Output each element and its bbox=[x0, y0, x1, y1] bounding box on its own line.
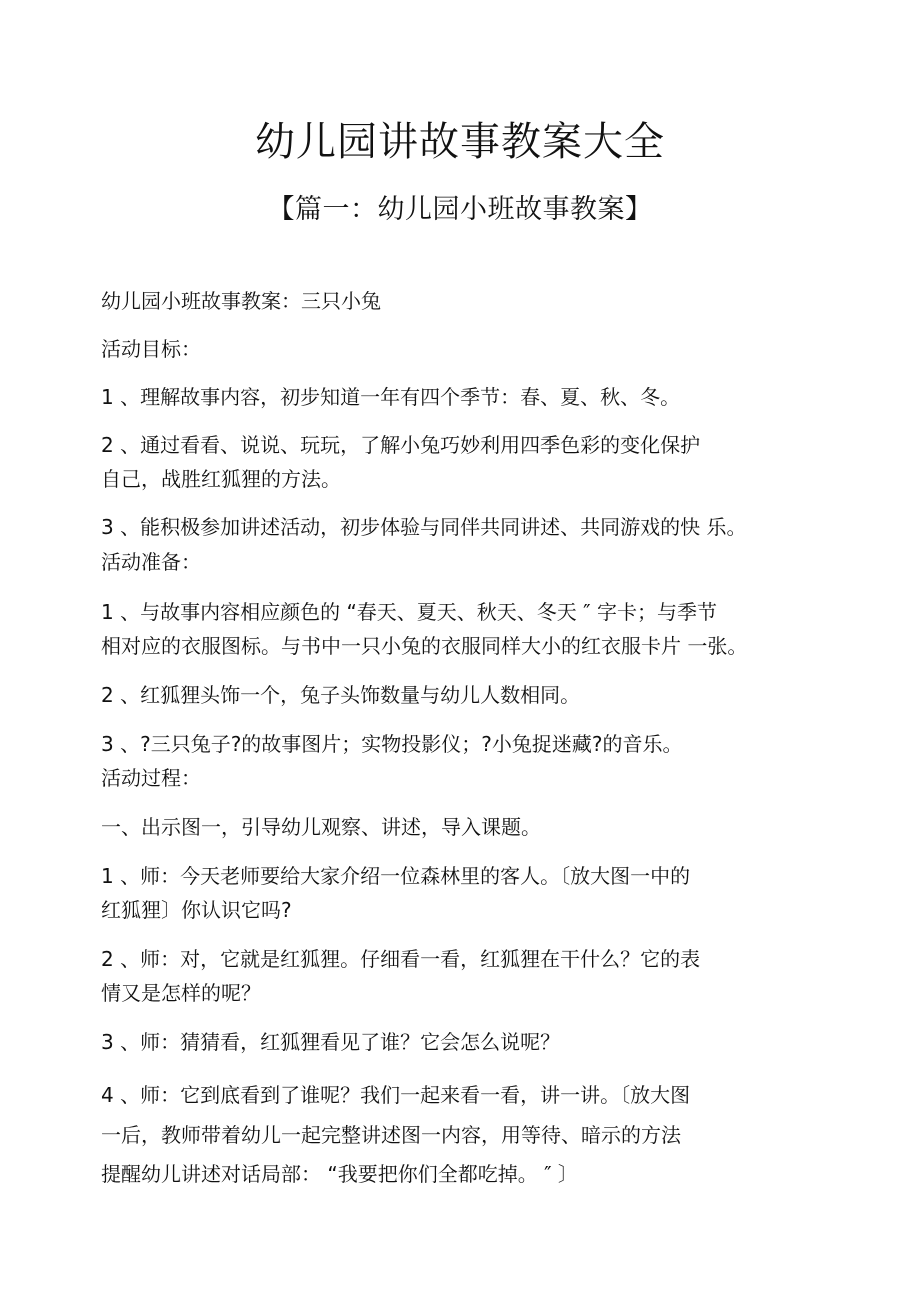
goal-item-2: 2 、通过看看、说说、玩玩，了解小兔巧妙利用四季色彩的变化保护 bbox=[101, 433, 701, 457]
section-heading-process: 活动过程： bbox=[101, 766, 201, 790]
process-item-2-continued: 情又是怎样的呢？ bbox=[101, 981, 261, 1005]
preparation-item-3: 3 、?三只兔子?的故事图片；实物投影仪；?小兔捉迷藏?的音乐。 bbox=[101, 732, 683, 756]
goal-item-1: 1 、理解故事内容，初步知道一年有四个季节：春、夏、秋、冬。 bbox=[101, 385, 681, 409]
preparation-item-1: 1 、与故事内容相应颜色的 “春天、夏天、秋天、冬天 ″ 字卡；与季节 bbox=[101, 600, 717, 624]
process-item-1: 1 、师：今天老师要给大家介绍一位森林里的客人。〔放大图一中的 bbox=[101, 864, 691, 888]
process-item-4-continued-1: 一后，教师带着幼儿一起完整讲述图一内容，用等待、暗示的方法 bbox=[101, 1123, 681, 1147]
process-item-4: 4 、师：它到底看到了谁呢？我们一起来看一看，讲一讲。〔放大图 bbox=[101, 1083, 691, 1107]
goal-item-3: 3 、能积极参加讲述活动，初步体验与同伴共同讲述、共同游戏的快 乐。 bbox=[101, 515, 747, 539]
lesson-title: 幼儿园小班故事教案：三只小兔 bbox=[101, 289, 381, 313]
section-heading-preparation: 活动准备： bbox=[101, 550, 201, 574]
process-item-4-continued-2: 提醒幼儿讲述对话局部： “我要把你们全都吃掉。 ″ 〕 bbox=[101, 1162, 578, 1186]
preparation-item-2: 2 、红狐狸头饰一个，兔子头饰数量与幼儿人数相同。 bbox=[101, 683, 581, 707]
process-item-1-continued: 红狐狸〕你认识它吗? bbox=[101, 898, 292, 922]
preparation-item-1-continued: 相对应的衣服图标。与书中一只小兔的衣服同样大小的红衣服卡片 一张。 bbox=[101, 634, 748, 658]
process-item-2: 2 、师：对，它就是红狐狸。仔细看一看，红狐狸在干什么？它的表 bbox=[101, 947, 701, 971]
document-title: 幼儿园讲故事教案大全 bbox=[255, 119, 665, 165]
process-item-3: 3 、师：猜猜看，红狐狸看见了谁？它会怎么说呢？ bbox=[101, 1030, 561, 1054]
section-heading-goals: 活动目标： bbox=[101, 337, 201, 361]
process-step-heading: 一、出示图一，引导幼儿观察、讲述，导入课题。 bbox=[101, 815, 541, 839]
document-subtitle: 【篇一：幼儿园小班故事教案】 bbox=[267, 194, 653, 225]
goal-item-2-continued: 自己，战胜红狐狸的方法。 bbox=[101, 467, 341, 491]
